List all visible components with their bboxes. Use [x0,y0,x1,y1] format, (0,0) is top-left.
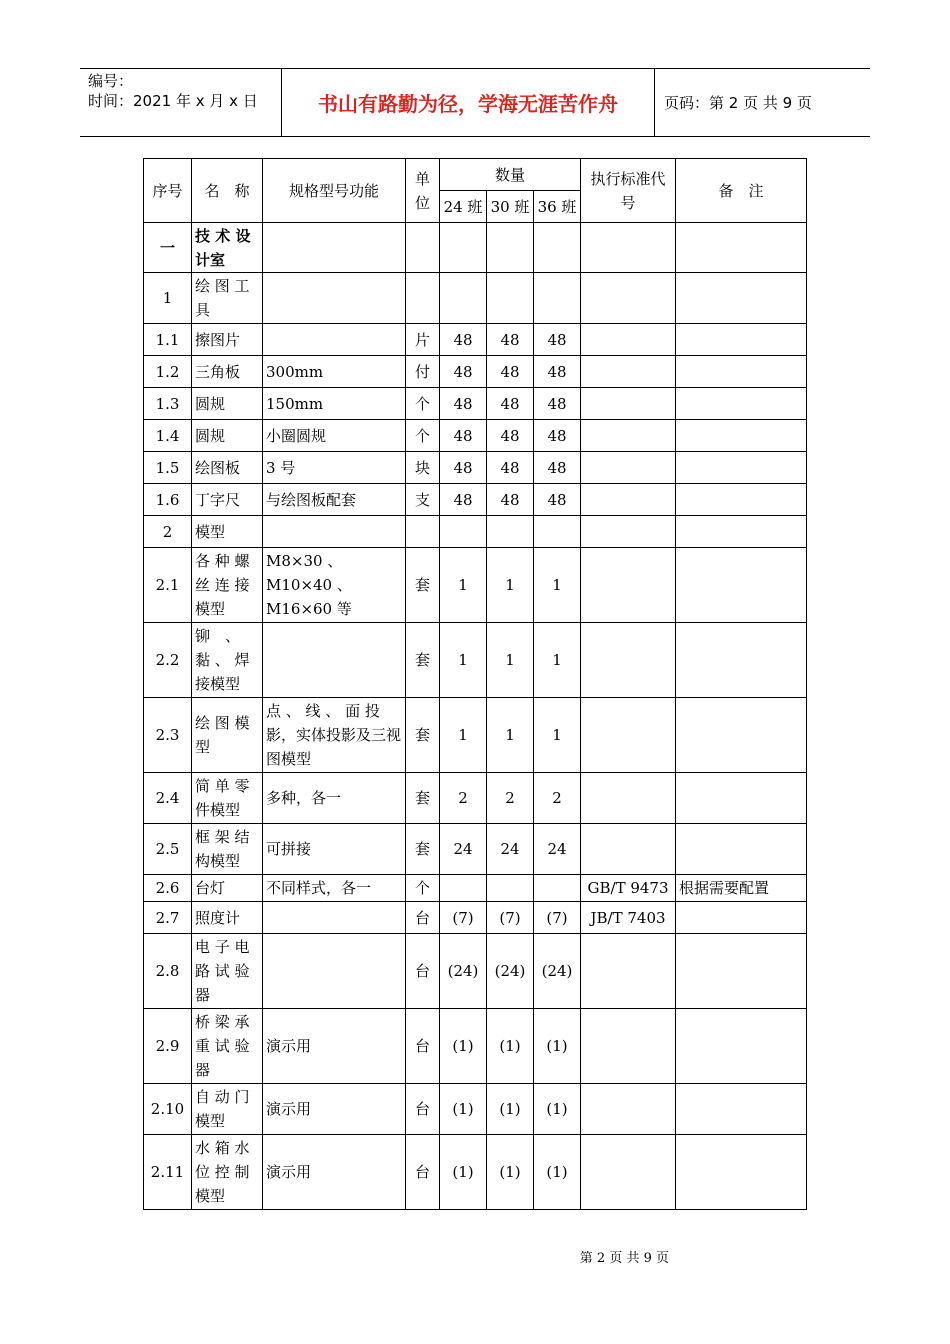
cell-seq: 1.1 [144,324,192,356]
cell-remark [676,902,807,934]
cell-q24: 1 [440,698,487,773]
cell-name: 桥 梁 承 重 试 验 器 [192,1009,263,1084]
cell-q36: (24) [534,934,581,1009]
cell-unit: 套 [406,824,440,875]
cell-seq: 2.6 [144,875,192,902]
cell-seq: 1 [144,273,192,324]
cell-q24: 48 [440,388,487,420]
cell-standard [581,388,676,420]
cell-spec: 小圈圆规 [263,420,406,452]
cell-unit: 套 [406,698,440,773]
table-row [144,548,807,623]
cell-standard [581,484,676,516]
cell-q24 [440,875,487,902]
cell-q24: (1) [440,1009,487,1084]
cell-q30: 48 [487,356,534,388]
cell-spec: 300mm [263,356,406,388]
cell-remark [676,516,807,548]
cell-name: 绘 图 模 型 [192,698,263,773]
table-row [144,356,807,388]
cell-q36: (1) [534,1084,581,1135]
cell-q36: 48 [534,324,581,356]
cell-q30 [487,223,534,273]
cell-seq: 2.3 [144,698,192,773]
cell-standard [581,773,676,824]
cell-q36: 48 [534,356,581,388]
cell-q30: (24) [487,934,534,1009]
cell-q24: (24) [440,934,487,1009]
cell-spec [263,623,406,698]
cell-unit: 台 [406,902,440,934]
cell-q36: 24 [534,824,581,875]
cell-standard [581,356,676,388]
time-label: 时间：2021 年 x 月 x 日 [88,92,258,110]
cell-spec [263,902,406,934]
cell-spec: 3 号 [263,452,406,484]
cell-q30 [487,875,534,902]
cell-q30: (1) [487,1009,534,1084]
cell-name: 绘图板 [192,452,263,484]
cell-unit: 台 [406,1135,440,1210]
cell-name: 自 动 门 模型 [192,1084,263,1135]
cell-spec [263,516,406,548]
cell-q36: (7) [534,902,581,934]
cell-unit: 个 [406,875,440,902]
cell-unit [406,273,440,324]
cell-spec: 演示用 [263,1009,406,1084]
cell-q24: 1 [440,548,487,623]
cell-spec: 150mm [263,388,406,420]
cell-q24: 48 [440,484,487,516]
header-motto: 书山有路勤为径，学海无涯苦作舟 [282,69,655,136]
cell-q36 [534,875,581,902]
cell-remark: 根据需要配置 [676,875,807,902]
cell-standard [581,1009,676,1084]
cell-q24: 48 [440,324,487,356]
cell-remark [676,324,807,356]
cell-q24: 48 [440,356,487,388]
cell-spec [263,223,406,273]
table-row [144,698,807,773]
cell-standard [581,1084,676,1135]
cell-spec [263,273,406,324]
table-row [144,902,807,934]
cell-name: 简 单 零 件模型 [192,773,263,824]
cell-spec: M8×30 、 M10×40 、M16×60 等 [263,548,406,623]
cell-q36 [534,273,581,324]
cell-name: 丁字尺 [192,484,263,516]
cell-standard: GB/T 9473 [581,875,676,902]
cell-remark [676,223,807,273]
table-row [144,452,807,484]
cell-q24: (7) [440,902,487,934]
equipment-table [143,158,807,1210]
table-row [144,484,807,516]
cell-standard [581,548,676,623]
cell-seq: 2.9 [144,1009,192,1084]
cell-standard [581,324,676,356]
cell-unit: 块 [406,452,440,484]
cell-seq: 2 [144,516,192,548]
cell-seq: 2.8 [144,934,192,1009]
cell-remark [676,1009,807,1084]
cell-q30: 48 [487,452,534,484]
cell-name: 照度计 [192,902,263,934]
cell-name: 擦图片 [192,324,263,356]
cell-standard [581,824,676,875]
cell-q24: 2 [440,773,487,824]
cell-standard [581,452,676,484]
cell-name: 模型 [192,516,263,548]
cell-remark [676,623,807,698]
cell-spec: 演示用 [263,1084,406,1135]
cell-unit: 个 [406,388,440,420]
cell-q30 [487,516,534,548]
cell-q30: 48 [487,388,534,420]
cell-remark [676,698,807,773]
cell-unit: 套 [406,548,440,623]
cell-remark [676,1084,807,1135]
cell-unit: 片 [406,324,440,356]
page-header [80,68,870,137]
table-row [144,273,807,324]
col-header-name: 名 称 [192,159,263,223]
cell-standard: JB/T 7403 [581,902,676,934]
cell-seq: 1.5 [144,452,192,484]
cell-q24: (1) [440,1084,487,1135]
cell-seq: 2.2 [144,623,192,698]
cell-standard [581,516,676,548]
cell-q36: (1) [534,1135,581,1210]
cell-remark [676,484,807,516]
cell-q36: 1 [534,698,581,773]
table-row [144,516,807,548]
cell-seq: 1.2 [144,356,192,388]
header-page-label: 页码：第 2 页 共 9 页 [664,94,812,112]
cell-q30: (1) [487,1135,534,1210]
cell-seq: 2.7 [144,902,192,934]
cell-q24: 24 [440,824,487,875]
cell-spec: 点 、 线 、 面 投 影，实体投影及三视图模型 [263,698,406,773]
col-header-q30: 30 班 [487,191,534,223]
cell-standard [581,420,676,452]
cell-q24 [440,516,487,548]
table-row [144,388,807,420]
cell-q30: 48 [487,484,534,516]
cell-name: 圆规 [192,388,263,420]
cell-unit: 套 [406,773,440,824]
cell-unit: 个 [406,420,440,452]
cell-spec: 演示用 [263,1135,406,1210]
cell-unit [406,516,440,548]
footer-page-number: 第 2 页 共 9 页 [579,1251,669,1266]
cell-unit: 台 [406,1009,440,1084]
cell-name: 绘 图 工 具 [192,273,263,324]
cell-q30: 1 [487,623,534,698]
cell-unit: 付 [406,356,440,388]
table-row [144,420,807,452]
table-row [144,824,807,875]
table-row [144,1135,807,1210]
header-row [144,159,807,191]
cell-name: 各 种 螺 丝 连 接 模型 [192,548,263,623]
cell-remark [676,548,807,623]
cell-q36: 48 [534,484,581,516]
table-row [144,1009,807,1084]
page-footer [0,1247,950,1266]
cell-remark [676,388,807,420]
cell-unit [406,223,440,273]
cell-q24: (1) [440,1135,487,1210]
col-header-q36: 36 班 [534,191,581,223]
number-label: 编号： [88,72,134,90]
cell-remark [676,773,807,824]
cell-q24: 48 [440,452,487,484]
cell-seq: 1.6 [144,484,192,516]
table-row [144,324,807,356]
cell-q30: 1 [487,698,534,773]
cell-q30: 48 [487,420,534,452]
cell-standard [581,1135,676,1210]
col-header-standard: 执行标准代号 [581,159,676,223]
col-header-seq: 序号 [144,159,192,223]
col-header-q24: 24 班 [440,191,487,223]
cell-name: 圆规 [192,420,263,452]
cell-q36 [534,223,581,273]
cell-q30: (1) [487,1084,534,1135]
cell-standard [581,223,676,273]
cell-remark [676,824,807,875]
cell-seq: 2.4 [144,773,192,824]
cell-q36: (1) [534,1009,581,1084]
cell-standard [581,273,676,324]
cell-spec: 与绘图板配套 [263,484,406,516]
cell-standard [581,698,676,773]
cell-q36 [534,516,581,548]
cell-seq: 2.10 [144,1084,192,1135]
cell-unit: 支 [406,484,440,516]
cell-unit: 套 [406,623,440,698]
col-header-spec: 规格型号功能 [263,159,406,223]
cell-name: 台灯 [192,875,263,902]
table-row [144,934,807,1009]
col-header-remark: 备 注 [676,159,807,223]
cell-remark [676,934,807,1009]
cell-seq: 一 [144,223,192,273]
cell-remark [676,420,807,452]
cell-q36: 48 [534,388,581,420]
cell-spec: 可拼接 [263,824,406,875]
cell-remark [676,452,807,484]
cell-q30: (7) [487,902,534,934]
cell-q24: 1 [440,623,487,698]
cell-standard [581,934,676,1009]
cell-spec [263,934,406,1009]
cell-unit: 台 [406,1084,440,1135]
header-meta [80,69,282,136]
cell-q24 [440,223,487,273]
table-row [144,623,807,698]
cell-q36: 2 [534,773,581,824]
cell-name: 电 子 电 路 试 验 器 [192,934,263,1009]
col-header-unit: 单位 [406,159,440,223]
cell-seq: 2.5 [144,824,192,875]
cell-q30: 48 [487,324,534,356]
cell-remark [676,273,807,324]
cell-q30: 24 [487,824,534,875]
cell-spec: 多种，各一 [263,773,406,824]
cell-name: 水 箱 水 位 控 制 模型 [192,1135,263,1210]
cell-name: 框 架 结 构模型 [192,824,263,875]
table-row [144,223,807,273]
cell-seq: 2.11 [144,1135,192,1210]
cell-q24: 48 [440,420,487,452]
cell-name: 铆 、 黏 、 焊 接模型 [192,623,263,698]
cell-q36: 1 [534,623,581,698]
cell-q30: 2 [487,773,534,824]
cell-q24 [440,273,487,324]
cell-seq: 2.1 [144,548,192,623]
cell-name: 三角板 [192,356,263,388]
table-row [144,875,807,902]
cell-standard [581,623,676,698]
col-header-quantity: 数量 [440,159,581,191]
cell-seq: 1.4 [144,420,192,452]
cell-q30 [487,273,534,324]
cell-seq: 1.3 [144,388,192,420]
cell-name: 技 术 设 计室 [192,223,263,273]
cell-q36: 48 [534,452,581,484]
table-row [144,773,807,824]
cell-q36: 1 [534,548,581,623]
cell-spec [263,324,406,356]
cell-remark [676,356,807,388]
cell-remark [676,1135,807,1210]
cell-q30: 1 [487,548,534,623]
cell-q36: 48 [534,420,581,452]
cell-unit: 台 [406,934,440,1009]
cell-spec: 不同样式，各一 [263,875,406,902]
table-row [144,1084,807,1135]
